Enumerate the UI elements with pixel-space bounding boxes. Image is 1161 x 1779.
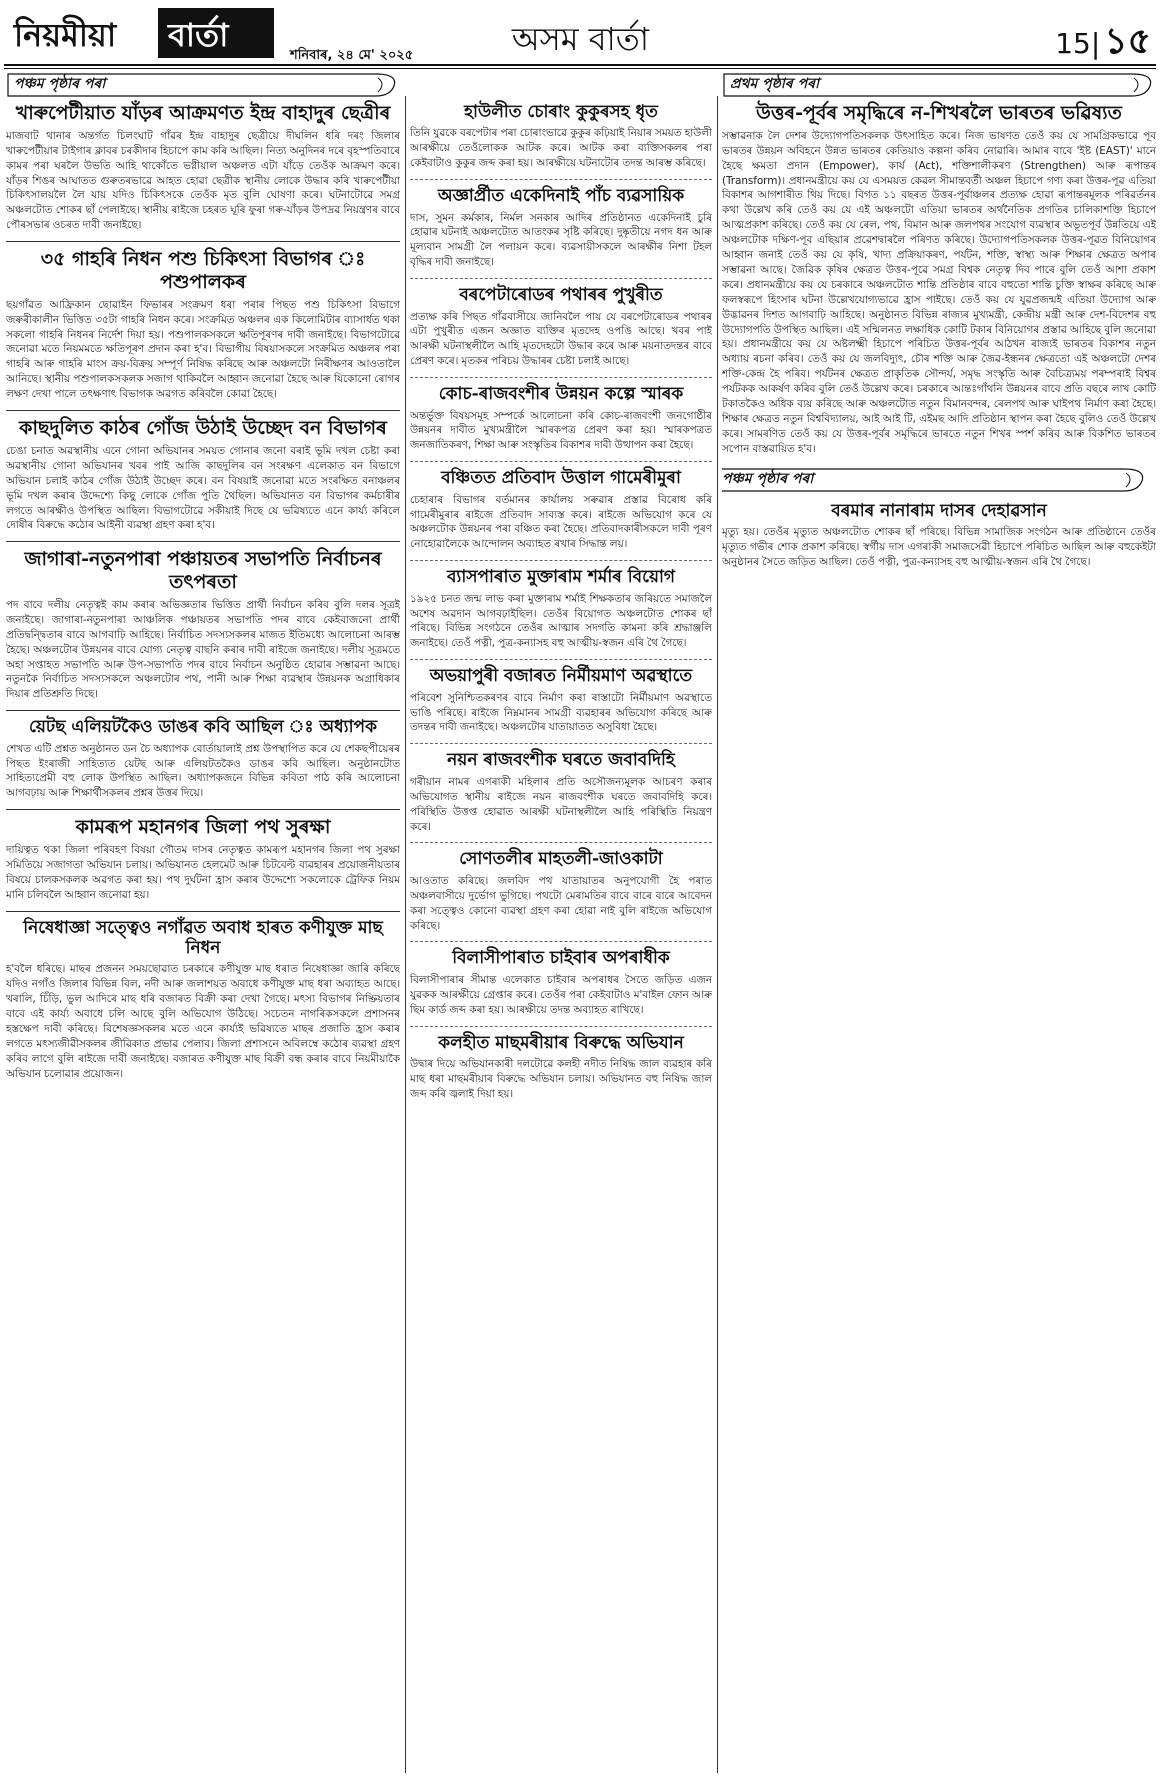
article-body: ছয়গাঁৱত আফ্ৰিকান ছোৱাইন ফিভাৰৰ সংক্ৰমণ ধৰা পৰাৰ পিছত পশু চিকিৎসা বিভাগে জৰুৰীকালীন ভিত্তিত ৩৫টা গাহৰি নিধন কৰে। সংক্ৰমিত অঞ্চলৰ এক কিলোমিটাৰ ব্যাসাৰ্ধত থকা সকলো গাহৰি নিধনৰ নিৰ্দেশ দিয়া হয়। পশুপালকসকলে ক্ষতিপূৰণৰ দাবী জনাইছে। বিভাগটোৱে জনোৱা মতে নিয়মমতে ক্ষতিপূৰণ প্ৰদান কৰা হ'ব। বিভাগীয় বিষয়াসকলে সংক্ৰমিত অঞ্চলৰ পৰা গাহৰি আৰু গাহৰি মাংস ক্ৰয়-বিক্ৰয় সম্পূৰ্ণ নিষিদ্ধ কৰিছে আৰু অঞ্চলটো নিৰীক্ষণৰ আওতালৈ আনিছে। স্থানীয় পশুপালকসকলক সজাগ থাকিবলৈ আহ্বান জনোৱা হৈছে আৰু যিকোনো ৰোগৰ লক্ষণ দেখা পালে তৎক্ষণাৎ বিভাগক অৱগত কৰিবলৈ কোৱা হৈছে।: [6, 298, 400, 401]
article: [722, 501, 1156, 570]
article-headline: হাউলীত চোৰাং কুকুৰসহ ধৃত: [464, 102, 658, 122]
masthead: [0, 0, 1161, 78]
article: [410, 384, 712, 453]
article: [6, 248, 400, 402]
article-body: বিলাসীপাৰাৰ সীমান্ত এলেকাত চাইবাৰ অপৰাধৰ সৈতে জড়িত এজন যুৱকক আৰক্ষীয়ে গ্ৰেপ্তাৰ কৰে। তেওঁৰ পৰা কেইবাটাও ম'বাইল ফোন আৰু ছিম কাৰ্ড জব্দ কৰা হয়। আৰক্ষীয়ে তদন্ত অব্যাহত ৰাখিছে।: [410, 973, 712, 1016]
article-body: গৰীয়ান নামৰ এগৰাকী মহিলাৰ প্ৰতি অসৌজন্যমূলক আচৰণ কৰাৰ অভিযোগত স্থানীয় ৰাইজে নয়ন ৰাজবংশীক ঘৰতে জবাবদিহি কৰে। পৰিস্থিতি উত্তপ্ত হোৱাত আৰক্ষী ঘটনাস্থলীলৈ আহি পৰিস্থিতি নিয়ন্ত্ৰণ কৰে।: [410, 775, 712, 833]
svg-text:নিয়মীয়া: নিয়মীয়া: [14, 16, 117, 54]
article-headline: য়েটছ এলিয়টকৈও ডাঙৰ কবি আছিল ঃ অধ্যাপক: [29, 717, 377, 738]
article-divider: [410, 461, 712, 462]
article-divider: [410, 1026, 712, 1027]
article-headline: অভয়াপুৰী বজাৰত নিৰ্মীয়মাণ অৱস্থাতে: [429, 666, 693, 687]
article-body: দায়িত্বত থকা জিলা পৰিবহণ বিষয়া গৌতম দাসৰ নেতৃত্বত কামৰূপ মহানগৰ জিলা পথ সুৰক্ষা সমিতিয়ে সজাগতা অভিযান চলায়। অভিযানত হেলমেট আৰু চিটবেল্ট ব্যৱহাৰৰ প্ৰয়োজনীয়তাৰ বিষয়ে চালকসকলক অৱগত কৰা হয়। পথ দুৰ্ঘটনা হ্ৰাস কৰাৰ উদ্দেশ্যে সকলোকে ট্ৰেফিক নিয়ম মানি চলিবলৈ আহ্বান জনোৱা হয়।: [6, 844, 400, 901]
article-headline: নয়ন ৰাজবংশীক ঘৰতে জবাবদিহি: [447, 750, 675, 771]
article: [410, 468, 712, 552]
continued-banner-left: [6, 72, 400, 98]
article-headline: অজ্ঞাৰ্প্ৰীত একেদিনাই পাঁচ ব্যৱসায়িক: [437, 186, 685, 207]
article-body: ১৯২৫ চনত জন্ম লাভ কৰা মুক্তাৰাম শৰ্মাই শিক্ষকতাৰ জৰিয়তে সমাজলৈ অশেষ অৱদান আগবঢ়াইছিল। তেওঁৰ বিয়োগত অঞ্চলটোত শোকৰ ছাঁ পৰিছে। বিভিন্ন সংগঠনে তেওঁৰ আত্মাৰ সদগতি কামনা কৰি শ্ৰদ্ধাঞ্জলি জনাইছে। তেওঁ পত্নী, পুত্ৰ-কন্যাসহ বহু আত্মীয়-স্বজন এৰি থৈ গৈছে।: [410, 592, 712, 650]
page-number-latin: 15: [1055, 27, 1091, 60]
article-divider: [410, 659, 712, 660]
article: [410, 849, 712, 933]
banner-bottom-label: পঞ্চম পৃষ্ঠাৰ পৰা: [722, 470, 814, 487]
article-body: পৰিবেশ সুনিশ্চিতকৰণৰ বাবে নিৰ্মাণ কৰা ৰাস্তাটো নিৰ্মীয়মাণ অৱস্থাতে ভাঙি পৰিছে। ৰাইজে নিম্নমানৰ সামগ্ৰী ব্যৱহাৰৰ অভিযোগ কৰিছে আৰু তদন্তৰ দাবী জনাইছে। অঞ্চলটোৰ যাতায়াতত অসুবিধা হৈছে।: [410, 691, 712, 734]
article: [410, 750, 712, 834]
article-headline: বৰপেটাৰোডৰ পথাৰৰ পুখুৰীত: [459, 285, 663, 306]
article: [722, 102, 1156, 457]
article: [410, 567, 712, 651]
article: [410, 1033, 712, 1102]
section-title: অসম বাৰ্তা: [511, 20, 650, 58]
article-headline: কলহীত মাছমৰীয়াৰ বিৰুদ্ধে অভিযান: [438, 1032, 684, 1053]
continued-banner-bottom: [722, 467, 1148, 493]
article: [410, 102, 712, 171]
article: [6, 417, 400, 533]
article-divider: [6, 911, 400, 912]
article-divider: [410, 743, 712, 744]
article: [410, 948, 712, 1017]
column-right: [722, 100, 1156, 1773]
svg-text:বাৰ্তা: বাৰ্তা: [168, 16, 229, 54]
article-divider: [410, 179, 712, 180]
banner-right-label: প্ৰথম পৃষ্ঠাৰ পৰা: [730, 76, 820, 92]
column-divider: [405, 96, 406, 1773]
article: [410, 666, 712, 735]
article-body: উদ্বাৰ দিয়ে অভিযানকাৰী দলটোৱে কলহী নদীত নিষিদ্ধ জাল ব্যৱহাৰ কৰি মাছ ধৰা মাছমৰীয়াৰ বিৰুদ্ধে অভিযান চলায়। অভিযানত বহু নিষিদ্ধ জাল জব্দ কৰি জ্বলাই দিয়া হয়।: [410, 1057, 712, 1100]
page-number: 15| ১৫: [1055, 21, 1151, 62]
article-body: অন্তৰ্ভুক্ত বিষয়সমূহ সম্পৰ্কে আলোচনা কৰি কোচ-ৰাজবংশী জনগোষ্ঠীৰ উন্নয়নৰ দাবীত মুখ্যমন্ত্ৰীলৈ স্মাৰকপত্ৰ প্ৰেৰণ কৰা হয়। স্মাৰকপত্ৰত জনজাতিকৰণ, শিক্ষা আৰু সংস্কৃতিৰ বিকাশৰ দাবী উত্থাপন কৰা হৈছে।: [410, 409, 712, 452]
page-number-assamese: ১৫: [1104, 21, 1151, 62]
masthead-rule: [4, 64, 1156, 66]
article-divider: [410, 842, 712, 843]
article-body: শেখত এটি প্ৰশ্নত অনুষ্ঠানত ডন চৈ অধ্যাপক বোৰ্তায়ালাই প্ৰশ্ন উপস্থাপিত কৰে যে শেকছপীয়েৰৰ পিছত ইংৰাজী সাহিত্যত য়েটছ আৰু এলিয়টতকৈও ডাঙৰ কবি আছিল। অনুষ্ঠানটোত সাহিত্যপ্ৰেমী বহু লোক উপস্থিত আছিল। অধ্যাপকজনে বিভিন্ন কবিতা পাঠ কৰি আলোচনা আগবঢ়ায় আৰু শিক্ষাৰ্থীসকলৰ প্ৰশ্নৰ উত্তৰ দিয়ে।: [6, 742, 400, 800]
article-headline: ব্যাসপাৰাত মুক্তাৰাম শৰ্মাৰ বিয়োগ: [446, 567, 676, 588]
article-divider: [6, 710, 400, 711]
column-left: [6, 100, 400, 1773]
article-headline: কামৰূপ মহানগৰ জিলা পথ সুৰক্ষা: [75, 816, 331, 839]
article-divider: [410, 278, 712, 279]
article-body: মৃত্যু হয়। তেওঁৰ মৃত্যুত অঞ্চলটোত শোকৰ ছাঁ পৰিছে। বিভিন্ন সামাজিক সংগঠন আৰু প্ৰতিষ্ঠানে তেওঁৰ মৃত্যুত গভীৰ শোক প্ৰকাশ কৰিছে। স্বৰ্গীয় দাস এগৰাকী সমাজসেৱী হিচাপে পৰিচিত আছিল আৰু বহুকেইটা অনুষ্ঠানৰ সৈতে জড়িত আছিল। তেওঁ পত্নী, পুত্ৰ-কন্যাসহ বহু আত্মীয়-স্বজন এৰি থৈ গৈছে।: [722, 526, 1156, 568]
article-body: চেঙা চনাত অৱস্থানীয় এনে গোনা অভিযানৰ সময়ত গোনাৰ জনো বৰাই ভূমি দখল চেষ্টা কৰা অৱস্থানীয় গোনা অভিযানৰ খবৰ পাই আজি কাছদুলিৰ বন সংৰক্ষণ এলেকাত বন বিভাগে অভিযান চলাই কাঠৰ গোঁজ উঠাই উচ্ছেদ কৰে। বন বিষয়াই জনোৱা মতে সংৰক্ষিত বনাঞ্চলৰ ভূমি দখল কৰাৰ উদ্দেশ্যে কিছু লোকে গোঁজ পুতি থৈছিল। অভিযানত বন বিভাগৰ কৰ্মচাৰীৰ লগতে আৰক্ষীও উপস্থিত আছিল। বিভাগটোৱে সকীয়াই দিছে যে ভৱিষ্যতে এনে কাৰ্য্য কৰিলে দোষীৰ বিৰুদ্ধে কঠোৰ আইনী ব্যৱস্থা গ্ৰহণ কৰা হ'ব।: [6, 444, 400, 532]
article-divider: [6, 541, 400, 542]
article-headline: বৰমাৰ নানাৰাম দাসৰ দেহাৱসান: [831, 500, 1047, 521]
article-headline: কাছদুলিত কাঠৰ গোঁজ উঠাই উচ্ছেদ বন বিভাগৰ: [19, 417, 387, 440]
article-headline: জাগাৰা-নতুনপাৰা পঞ্চায়তৰ সভাপতি নিৰ্বাচনৰ তৎপৰতা: [24, 548, 382, 594]
continued-banner-right: [722, 72, 1156, 98]
article-body: সম্ভাৱনাক লৈ দেশৰ উদ্যোগপতিসকলক উৎসাহিত কৰে। নিজ ভাষণত তেওঁ কয় যে সামগ্ৰিকভাৱে পূব ভাৰতৰ উন্নয়ন অবিহনে উন্নত ভাৰতৰ কেতিয়াও কল্পনা কৰিব নোৱাৰি। আমাৰ বাবে 'ইষ্ট (EAST)' মানে হৈছে ক্ষমতা প্ৰদান (Empower), কাৰ্য (Act), শক্তিশালীকৰণ (Strengthen) আৰু ৰূপান্তৰ (Transform)। প্ৰধানমন্ত্ৰীয়ে কয় যে এসময়ত কেৱল সীমান্তবৰ্তী অঞ্চল হিচাপে গণ্য কৰা উত্তৰ-পূৱ এতিয়া বিকাশৰ আগশাৰীত থিয় দিছে। বিগত ১১ বছৰত উত্তৰ-পূৰ্বাঞ্চলৰ প্ৰত্যক্ষ হোৱা ৰূপান্তৰমূলক পৰিৱৰ্তনৰ কথা উল্লেখ কৰি তেওঁ কয় যে এই অঞ্চলটো এতিয়া ভাৰতৰ অৰ্থনৈতিক প্ৰগতিৰ চালিকাশক্তি হিচাপে আত্মপ্ৰকাশ কৰিছে। তেওঁ কয় যে ৰেল, পথ, বিমান আৰু জলপথৰ সংযোগ ব্যৱস্থাৰ অভূতপূৰ্ব উন্নতিয়ে এই অঞ্চলটোক দক্ষিণ-পূব এছিয়াৰ প্ৰৱেশদ্বাৰলৈ পৰিণত কৰিছে। উদ্যোগপতিসকলক উত্তৰ-পূৱত বিনিয়োগৰ আহ্বান জনাই তেওঁ কয় যে কৃষি, খাদ্য প্ৰক্ৰিয়াকৰণ, পৰ্যটন, শক্তি, স্বাস্থ্য আৰু শিক্ষাৰ ক্ষেত্ৰত অপাৰ সম্ভাৱনা আছে। জৈৱিক কৃষিৰ ক্ষেত্ৰত উত্তৰ-পূৱে সমগ্ৰ বিশ্বক নেতৃত্ব দিব পাৰে বুলি তেওঁ আশা প্ৰকাশ কৰে। প্ৰধানমন্ত্ৰীয়ে কয় যে চৰকাৰে অঞ্চলটোত শান্তি প্ৰতিষ্ঠাৰ বাবে বহুতো শান্তি চুক্তি স্বাক্ষৰ কৰিছে আৰু ফলস্বৰূপে হিংসাৰ ঘটনা উল্লেখযোগ্যভাৱে হ্ৰাস পাইছে। তেওঁ কয় যে যুৱপ্ৰজন্মই এতিয়া উদ্যোগ আৰু উদ্ভাৱনৰ দিশত আগবাঢ়ি আহিছে। অনুষ্ঠানত বিভিন্ন ৰাজ্যৰ মুখ্যমন্ত্ৰী, কেন্দ্ৰীয় মন্ত্ৰী আৰু দেশ-বিদেশৰ বহু উদ্যোগপতি উপস্থিত আছিল। এই সন্মিলনত লক্ষাধিক কোটি টকাৰ বিনিয়োগৰ প্ৰস্তাৱ আহিছে বুলি জনোৱা হয়। প্ৰধানমন্ত্ৰীয়ে কয় যে অষ্টলক্ষ্মী হিচাপে পৰিচিত উত্তৰ-পূৰ্বৰ আঠখন ৰাজ্যই ভাৰতৰ বিকাশৰ নতুন অধ্যায় ৰচনা কৰিব। তেওঁ কয় যে জলবিদ্যুৎ, চৌৰ শক্তি আৰু জৈৱ-ইন্ধনৰ ক্ষেত্ৰতো এই অঞ্চলটো দেশৰ শক্তি-কেন্দ্ৰ হৈ পৰিব। পৰ্যটনৰ ক্ষেত্ৰত প্ৰাকৃতিক সৌন্দৰ্য, সমৃদ্ধ সংস্কৃতি আৰু বৈচিত্ৰ্যময় পৰম্পৰাই বিশ্বৰ পৰ্যটকক আকৰ্ষণ কৰিব বুলি তেওঁ উল্লেখ কৰে। চৰকাৰে আন্তঃগাঁথনি উন্নয়নৰ বাবে প্ৰতি বছৰে লাখ কোটি টকাতকৈও অধিক ব্যয় কৰিছে আৰু অঞ্চলটোত নতুন বিমানবন্দৰ, ৰেলপথ আৰু ঘাইপথ নিৰ্মাণ কৰা হৈছে। শিক্ষাৰ ক্ষেত্ৰত নতুন বিশ্ববিদ্যালয়, আই আই টি, এইমছ আদি প্ৰতিষ্ঠান স্থাপন কৰা হৈছে বুলিও তেওঁ উল্লেখ কৰে। সামৰণিত তেওঁ কয় যে উত্তৰ-পূৰ্বৰ সমৃদ্ধিৰে ভাৰতে নতুন শিখৰ স্পৰ্শ কৰিব আৰু বিকশিত ভাৰতৰ সপোন বাস্তৱায়িত হ'ব।: [722, 129, 1156, 455]
issue-date: শনিবাৰ, ২৪ মে' ২০২৫: [290, 48, 414, 63]
column-divider: [717, 96, 718, 1773]
masthead-rule-thin: [4, 68, 1156, 69]
article: [6, 717, 400, 801]
article-headline: বঞ্চিতত প্ৰতিবাদ উত্তাল গামেৰীমুৰা: [441, 468, 681, 489]
article: [410, 285, 712, 369]
article-headline: নিষেধাজ্ঞা সত্ত্বেও নগাঁৱত অবাধ হাৰত কণীযুক্ত মাছ নিধন: [23, 917, 383, 959]
article-body: আওতাত কৰিছে। জলবিদ পথ যাতায়াতৰ অনুপযোগী হৈ পৰাত অঞ্চলবাসীয়ে দুৰ্ভোগ ভুগিছে। পথটো মেৰামতিৰ বাবে বাৰে বাৰে আবেদন কৰা সত্ত্বেও কোনো ব্যৱস্থা গ্ৰহণ কৰা হোৱা নাই বুলি ৰাইজে অভিযোগ কৰিছে।: [410, 874, 712, 932]
article: [6, 548, 400, 702]
article-body: পদ বাবে দলীয় নেতৃত্বই কাম কৰাৰ অভিজ্ঞতাৰ ভিত্তিত প্ৰাৰ্থী নিৰ্বাচন কৰিব বুলি দলৰ সূত্ৰই জনাইছে। জাগাৰা-নতুনপাৰা আঞ্চলিক পঞ্চায়তৰ সভাপতি পদৰ বাবে কেইবাজনো প্ৰাৰ্থী প্ৰতিদ্বন্দ্বিতাৰ বাবে আগবাঢ়ি আহিছে। নিৰ্বাচিত সদস্যসকলৰ মাজত ইতিমধ্যে আলোচনা আৰম্ভ হৈছে। অঞ্চলটোৰ উন্নয়নৰ বাবে যোগ্য নেতৃত্ব বাছনি কৰাৰ দাবী ৰাইজে জনাইছে। দলীয় সূত্ৰমতে অহা সপ্তাহত সভাপতি আৰু উপ-সভাপতি পদৰ বাবে নিৰ্বাচন অনুষ্ঠিত হোৱাৰ সম্ভাৱনা আছে। নতুনকৈ নিৰ্বাচিত সদস্যসকলে অঞ্চলটোৰ পথ, পানী আৰু শিক্ষা ব্যৱস্থাৰ উন্নয়নক অগ্ৰাধিকাৰ দিয়াৰ প্ৰতিশ্ৰুতি দিছে।: [6, 598, 400, 701]
article-headline: উত্তৰ-পূৰ্বৰ সমৃদ্ধিৰে ন-শিখৰলৈ ভাৰতৰ ভৱিষ্যত: [756, 102, 1122, 124]
article-body: হ'বলৈ ধৰিছে। মাছৰ প্ৰজনন সময়ছোৱাত চৰকাৰে কণীযুক্ত মাছ ধৰাত নিষেধাজ্ঞা জাৰি কৰিছে যদিও নগাঁও জিলাৰ বিভিন্ন বিল, নদী আৰু জলাশয়ত অবাধে কণীযুক্ত মাছ ধৰা অব্যাহত আছে। খৰালি, চিঁড়ি, ভুল আদিৰে মাছ ধৰি বজাৰত বিক্ৰী কৰা দেখা গৈছে। মৎস্য বিভাগৰ নিষ্ক্ৰিয়তাৰ বাবে এই কাৰ্য্য অবাধে চলি আছে বুলি অভিযোগ উঠিছে। সচেতন নাগৰিকসকলে প্ৰশাসনৰ হস্তক্ষেপ দাবী কৰিছে। বিশেষজ্ঞসকলৰ মতে এনে কাৰ্য্যই ভৱিষ্যতে মাছৰ প্ৰজাতি হ্ৰাস কৰাৰ লগতে মৎস্যজীৱীসকলৰ জীৱিকাত প্ৰভাৱ পেলাব। জিলা প্ৰশাসনে অবিলম্বে কঠোৰ ব্যৱস্থা গ্ৰহণ কৰিব লাগে বুলি ৰাইজে দাবী জনাইছে। বজাৰত কণীযুক্ত মাছ বিক্ৰী বন্ধ কৰাৰ বাবে নিয়মীয়াকৈ অভিযান চলোৱাৰ প্ৰয়োজন।: [6, 963, 400, 1080]
article-body: দাস, সুমন কৰ্মকাৰ, নিৰ্মল সনকাৰ আদিৰ প্ৰতিষ্ঠানত একেদিনাই চুৰি হোৱাৰ ঘটনাই অঞ্চলটোত আতংকৰ সৃষ্টি কৰিছে। দুষ্কৃতীয়ে নগদ ধন আৰু মূল্যবান সামগ্ৰী লৈ পলায়ন কৰে। ব্যৱসায়ীসকলে আৰক্ষীৰ নিশা টহল বৃদ্ধিৰ দাবী জনাইছে।: [410, 211, 712, 269]
column-middle: [410, 100, 712, 1773]
article-body: মাজবাট থানাৰ অন্তৰ্গত চিলংঘাট গাঁৱৰ ইন্দ্ৰ বাহাদুৰ ছেত্ৰীয়ে দীঘলিন ধৰি দৰং জিলাৰ খাৰুপেটীয়াৰ টাইগাৰ ক্লাবৰ চৰকীদাৰ হিচাপে কাম কৰি আছিল। নিত্য অনুদিনৰ দৰে বৃহস্পতিবাৰে কামৰ পৰা ঘৰলৈ উভতি আহি থাকোঁতে ভগ্নীয়াল অঞ্চলত এটা যাঁড়ে তেওঁক আক্ৰমণ কৰে। যাঁড়ৰ শিঙৰ আঘাতত গুৰুতৰভাৱে আহত হোৱা ছেত্ৰীক স্থানীয় লোকে উদ্ধাৰ কৰি খাৰুপেটীয়া চিকিৎসালয়লৈ লৈ যায় যদিও চিকিৎসকে তেওঁক মৃত বুলি ঘোষণা কৰে। ঘটনাটোৱে সমগ্ৰ অঞ্চলটোত শোকৰ ছাঁ পেলাইছে। স্থানীয় ৰাইজে চহৰত ঘূৰি ফুৰা গৰু-যাঁড়ৰ উপদ্ৰৱ নিয়ন্ত্ৰণৰ বাবে পৌৰসভাৰ ওচৰত দাবী জনাইছে।: [6, 129, 400, 232]
article-headline: বিলাসীপাৰাত চাইবাৰ অপৰাধীক: [452, 948, 670, 969]
article-headline: কোচ-ৰাজবংশীৰ উন্নয়ন কল্পে স্মাৰক: [438, 384, 684, 405]
article-headline: সোণতলীৰ মাহতলী-জাওকাটা: [459, 849, 663, 870]
article-divider: [6, 410, 400, 411]
article-divider: [410, 560, 712, 561]
article-body: প্ৰত্যক্ষ কৰি পিছত গাঁৱবাসীয়ে জানিবলৈ পায় যে বৰপেটাৰোডৰ পথাৰৰ এটা পুখুৰীত এজন অজ্ঞাত ব্যক্তিৰ মৃতদেহ ওপঙি আছে। খবৰ পাই আৰক্ষী ঘটনাস্থলীলৈ আহি মৃতদেহটো উদ্ধাৰ কৰে আৰু ময়নাতদন্তৰ বাবে প্ৰেৰণ কৰে। মৃতকৰ পৰিচয় উদ্ধাৰৰ চেষ্টা চলাই আছে।: [410, 310, 712, 368]
article: [6, 918, 400, 1082]
article-body: তিনি যুৱকে বৰপেটাৰ পৰা চোৰাংভাৱে কুকুৰ কঢ়িয়াই নিয়াৰ সময়ত হাউলী আৰক্ষীয়ে তেওঁলোকক আটক কৰে। আটক কৰা ব্যক্তিসকলৰ পৰা কেইবাটাও কুকুৰ জব্দ কৰা হয়। আৰক্ষীয়ে ঘটনাটোৰ তদন্ত আৰম্ভ কৰিছে।: [410, 127, 712, 170]
article: [410, 186, 712, 270]
article-headline: খাৰুপেটীয়াত যাঁড়ৰ আক্ৰমণত ইন্দ্ৰ বাহাদুৰ ছেত্ৰীৰ: [15, 102, 391, 124]
article-body: চেহাৰাৰ বিভাগৰ বৰ্তমানৰ কাৰ্যালয় সৰুৱাৰ প্ৰস্তাৱ বিৰোধ কৰি গামেৰীমুৰাৰ ৰাইজে প্ৰতিবাদ সাব্যস্ত কৰে। ৰাইজে অভিযোগ কৰে যে অঞ্চলটোক উন্নয়নৰ পৰা বঞ্চিত কৰা হৈছে। প্ৰতিবাদকাৰীসকলে দাবী পূৰণ নোহোৱালৈকে আন্দোলন অব্যাহত ৰখাৰ সিদ্ধান্ত লয়।: [410, 493, 712, 551]
article: [6, 102, 400, 233]
article-divider: [6, 241, 400, 242]
article-divider: [410, 941, 712, 942]
article-headline: ৩৫ গাহৰি নিধন পশু চিকিৎসা বিভাগৰ ঃ পশুপালকৰ: [40, 248, 366, 293]
banner-left-label: পঞ্চম পৃষ্ঠাৰ পৰা: [14, 76, 106, 92]
article-divider: [6, 809, 400, 810]
article: [6, 816, 400, 902]
article-divider: [410, 377, 712, 378]
